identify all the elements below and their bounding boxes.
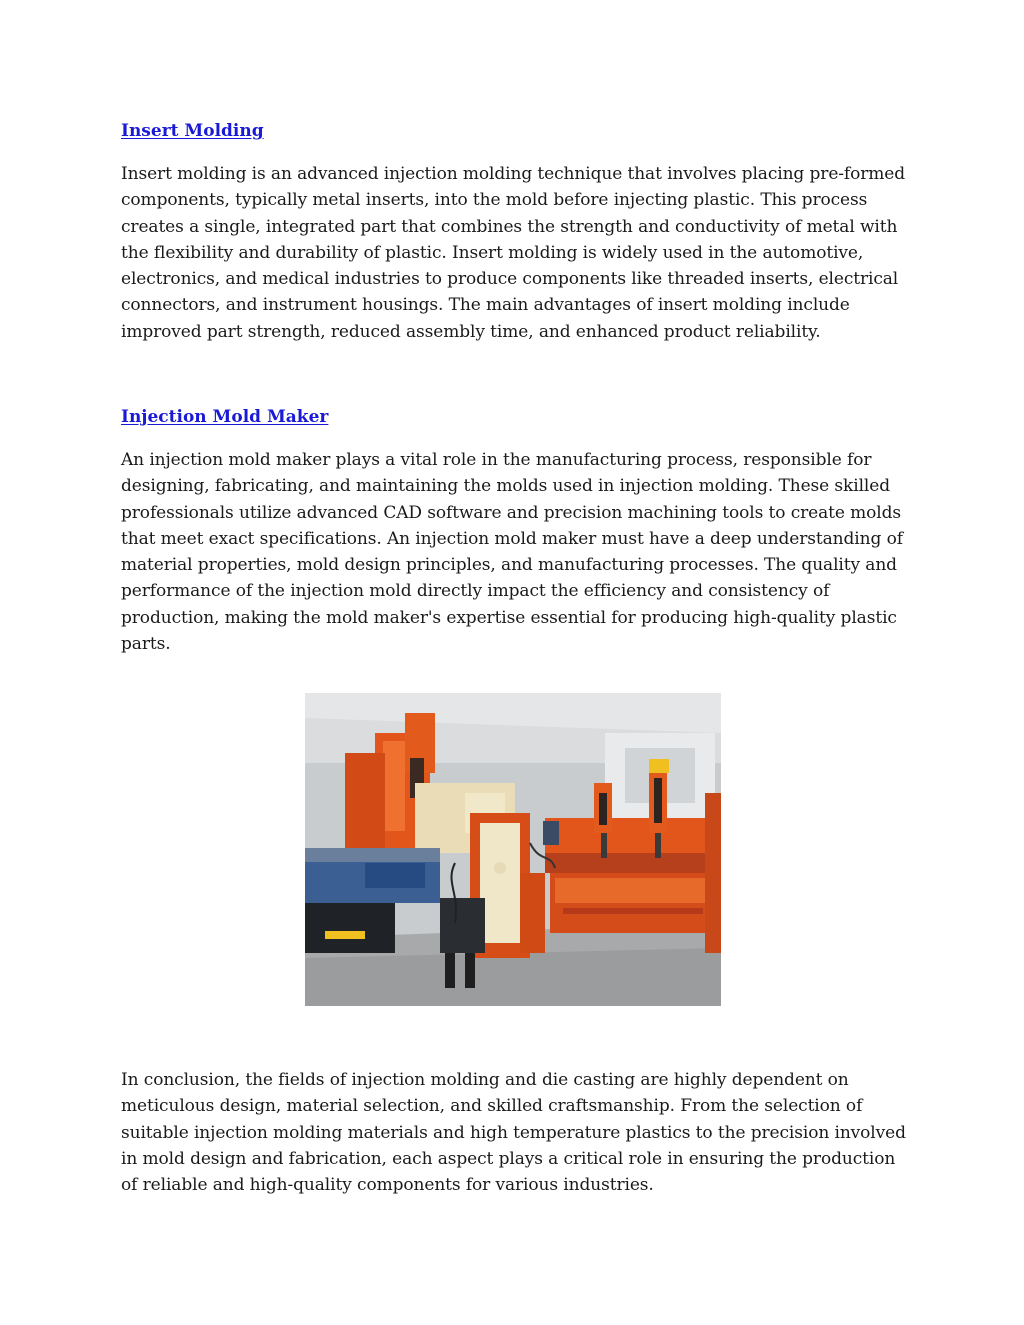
heading-injection-mold-maker[interactable]: Injection Mold Maker bbox=[121, 407, 329, 427]
paragraph-conclusion: In conclusion, the fields of injection molding and die casting are highly dependent on meticulous design, material selection, and skilled craftsmanship. From the selection of suitable injection molding materials and high temperature plastics to the precision involved in mold design and fabrication, each aspect plays a critical role in ensuring the production of reliable and high-quality components for various industries. bbox=[121, 1070, 906, 1196]
paragraph-injection-mold-maker: An injection mold maker plays a vital role in the manufacturing process, responsible for designing, fabricating, and maintaining the molds used in injection molding. These skilled professionals utilize advanced CAD software and precision machining tools to create molds that meet exact specifications. An injection mold maker must have a deep understanding of material properties, mold design principles, and manufacturing processes. The quality and performance of the injection mold directly impact the efficiency and consistency of production, making the mold maker's expertise essential for producing high-quality plastic parts. bbox=[121, 450, 903, 655]
paragraph-insert-molding: Insert molding is an advanced injection molding technique that involves placing pre-formed components, typically metal inserts, into the mold before injecting plastic. This process creates a single, integrated part that combines the strength and conductivity of metal with the flexibility and durability of plastic. Insert molding is widely used in the automotive, electronics, and medical industries to produce components like threaded inserts, electrical connectors, and instrument housings. The main advantages of insert molding include improved part strength, reduced assembly time, and enhanced product reliability. bbox=[121, 164, 906, 342]
heading-insert-molding[interactable]: Insert Molding bbox=[121, 121, 264, 141]
factory-machines-photo bbox=[305, 693, 721, 1006]
